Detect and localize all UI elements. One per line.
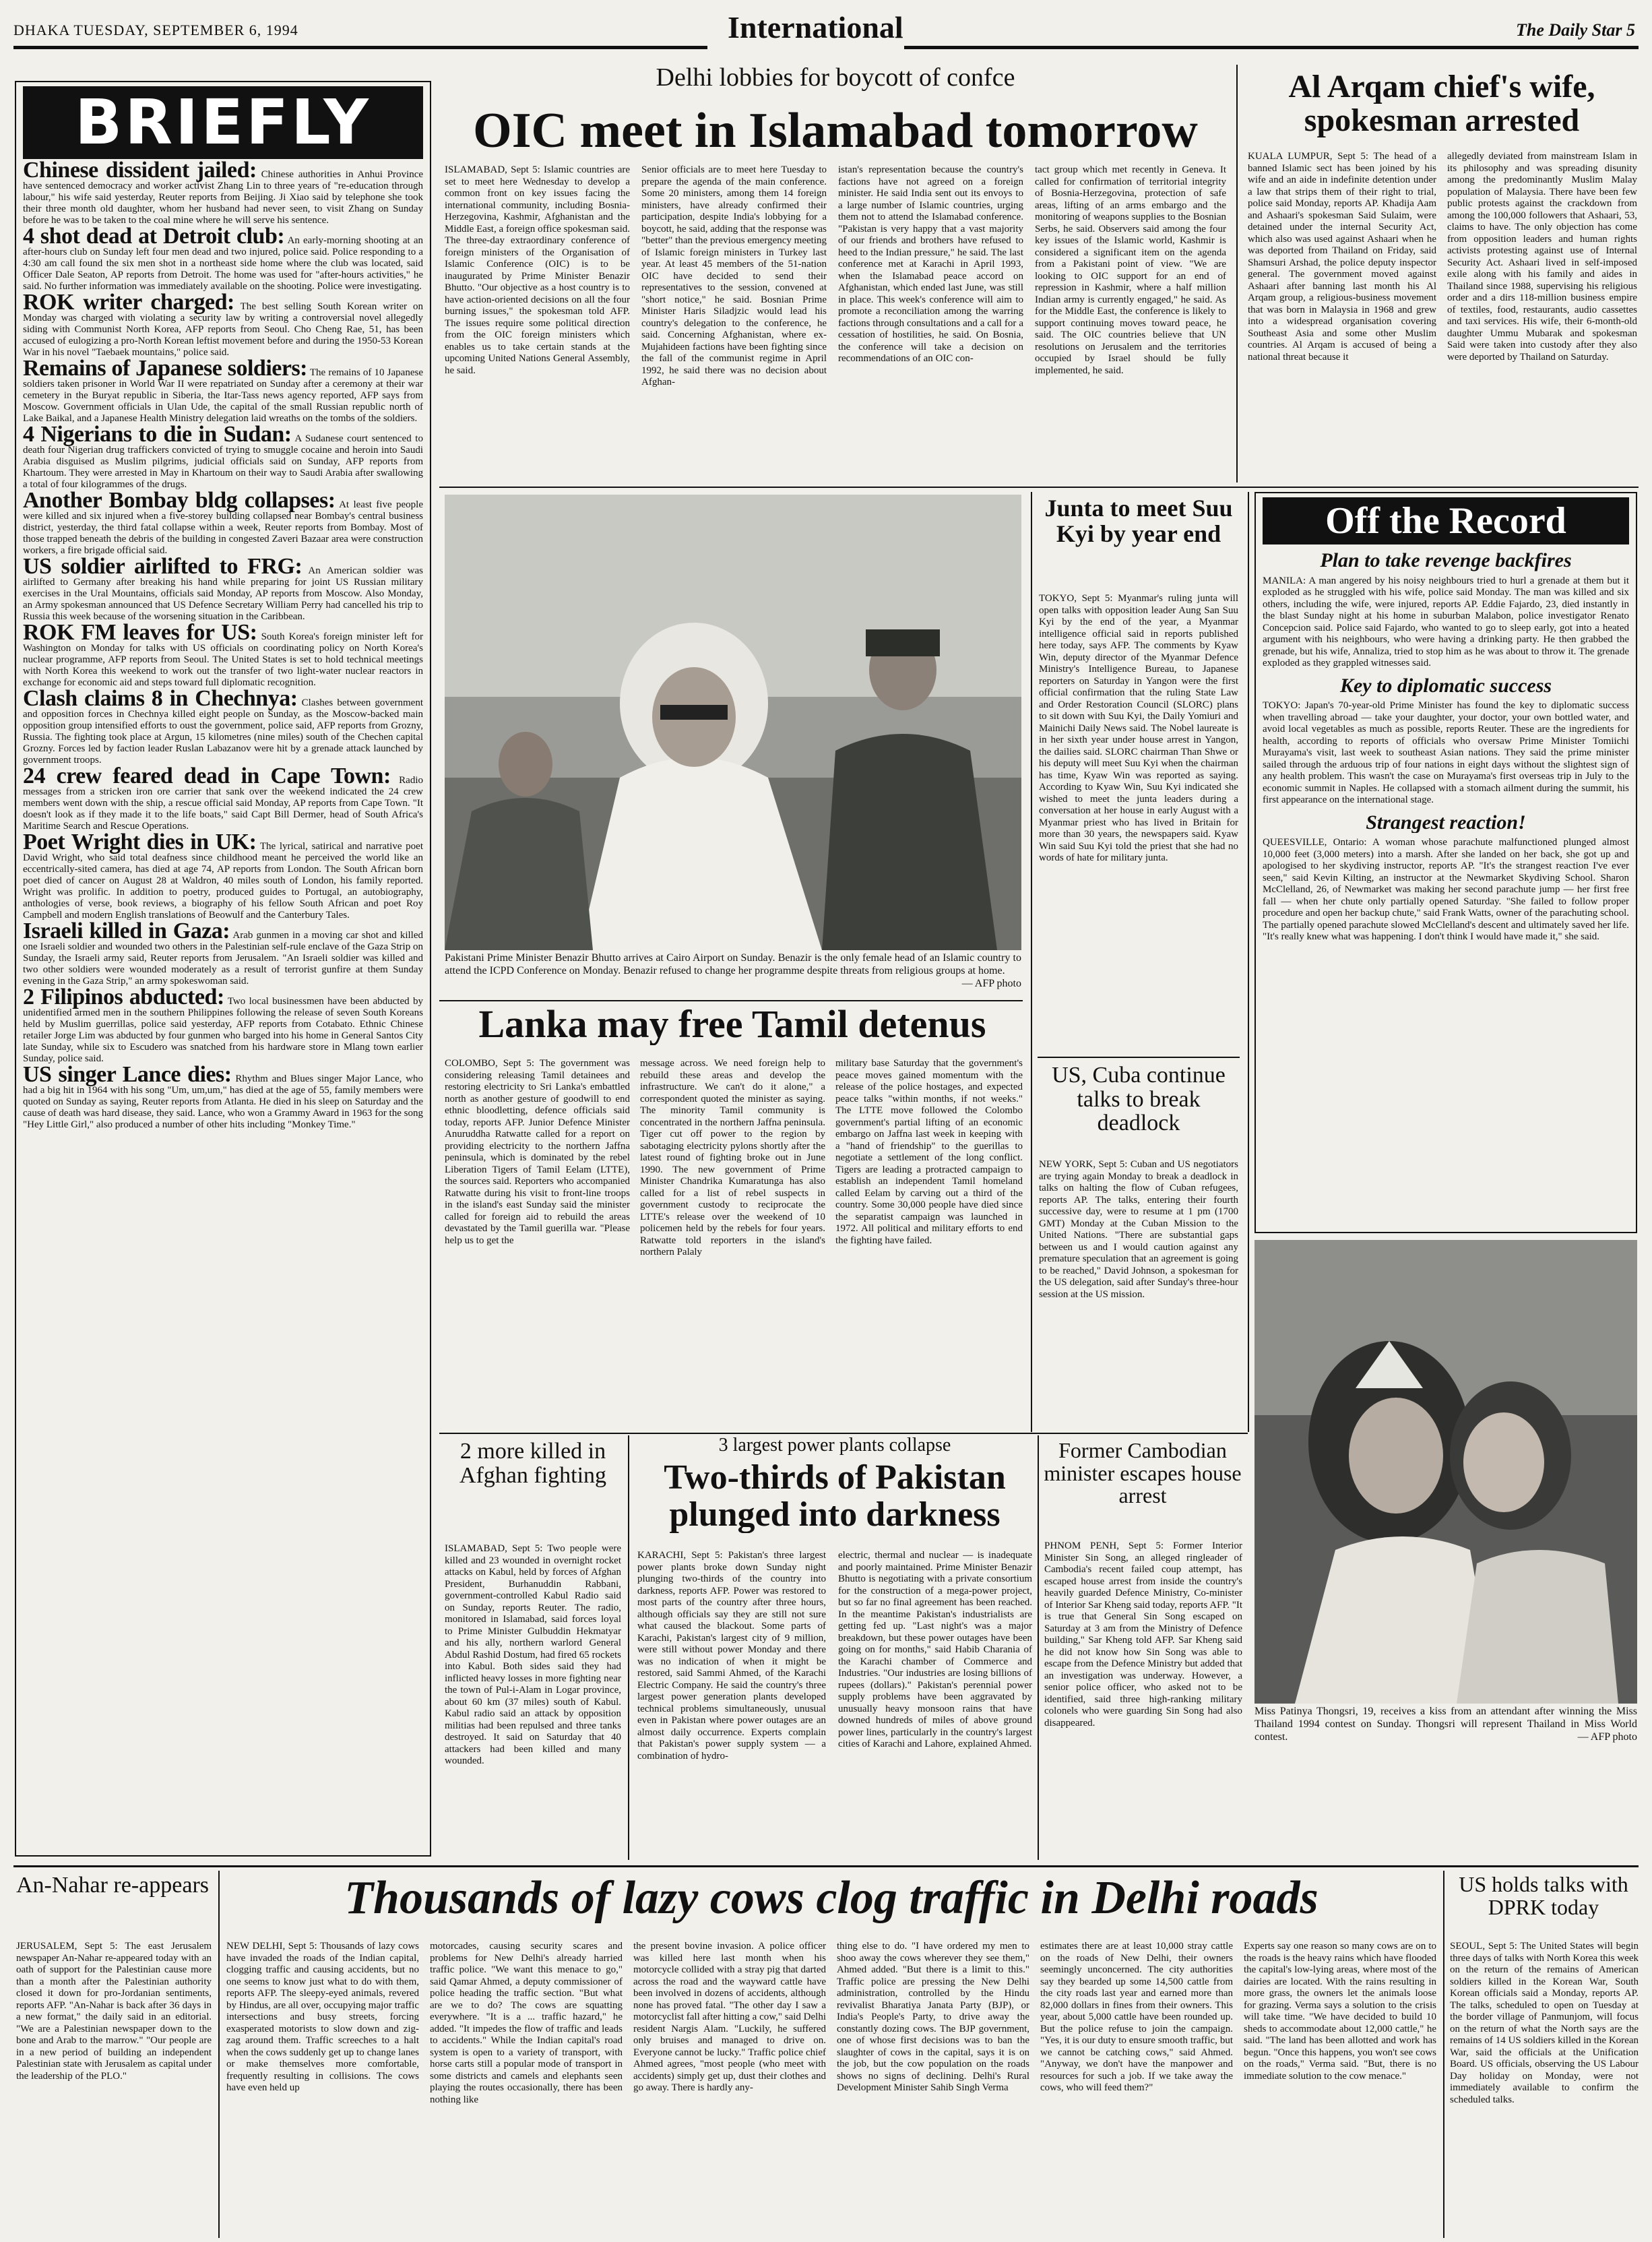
- off-record-s2-head: Key to diplomatic success: [1339, 675, 1552, 696]
- brief-text: A Sudanese court sentenced to death four Nigerian drug traffickers convicted of trying to smuggle cocaine and heroin into Saudi Arabia disguised as Muslim pilgrims, judicial officials said on Sunday, AFP reports from Khartoum. They were arrested in May in Khartoum on their way to Saudi Arabia after swallowing a total of four kilogrammes of the drugs.: [23, 433, 423, 490]
- oic-headline: OIC meet in Islamabad tomorrow: [473, 105, 1198, 158]
- pakpower-headline: Two-thirds of Pakistan plunged into darkness: [664, 1460, 1006, 1534]
- brief-item: [23, 830, 424, 921]
- brief-item: [23, 1062, 424, 1131]
- brief-item: [23, 686, 424, 766]
- brief-text: An American soldier was airlifted to Germany after breaking his hand while preparing for joint US Russian military exercises in the Ural Mountains, officials said Monday, AP reports from Moscow. Also Monday, an Army spokesman announced that US Defence Secretary William Perry had cancelled his trip to Russia this week because of the worsening situation in the Caribbean.: [23, 565, 423, 622]
- brief-headline: Poet Wright dies in UK:: [23, 830, 257, 854]
- junta-headline: Junta to meet Suu Kyi by year end: [1044, 496, 1233, 547]
- dateline: DHAKA TUESDAY, SEPTEMBER 6, 1994: [13, 22, 298, 38]
- miss-thailand-photo-image: [1254, 1240, 1637, 1704]
- brief-headline: US soldier airlifted to FRG:: [23, 554, 303, 579]
- brief-item: [23, 290, 424, 359]
- cows-col-1: NEW DELHI, Sept 5: Thousands of lazy cows have invaded the roads of the Indian capital, clogging traffic and causing accidents, but no one seems to know just what to do with them, reports AFP. The sleepy-eyed animals, revered by Hindus, are all over, occupying major traffic intersections and busy streets, forcing exasperated motorists to slow down and zig-zag around them. Traffic screeches to a halt when the cows suddenly get up to change lanes or make themselves more comfortable, frequently resulting in collisions. The cows have even held up: [226, 1941, 419, 2093]
- brief-item: [23, 422, 423, 491]
- pakpower-kicker: 3 largest power plants collapse: [718, 1435, 951, 1456]
- oic-col-2: Senior officials are to meet here Tuesday to prepare the agenda of the main conference. Some 20 ministers, among them 14 foreign ministers, have already confirmed their participation, despite India's lobbying for a boycott, he said, adding that the response was "better" than the previous emergency meeting of Islamic foreign ministers in Turkey last year. At least 45 members of the 51-nation OIC have decided to send their representatives to the session, convened at "short notice," he said. Bosnian Prime Minister Haris Siladjzic would lead his country's delegation to the conference, he said. Concerning Afghanistan, where ex-Mujahideen factions have been fighting since the fall of the communist regime in April 1992, he said there was no decision about Afghan-: [641, 164, 827, 387]
- arqam-col-2: allegedly deviated from mainstream Islam in its philosophy and was spreading disunity among the predominantly Muslim Malay population of Malaysia. There have been few public protests against the crackdown from among the 100,000 followers that Ashaari, 53, claims to have. The only objection has come from opposition leaders and human rights activists protesting against use of Internal Security Act. Ashaari lived in self-imposed exile along with his family and aides in Thailand since 1988, supervising his religious order and a dirs 118-million business empire of textiles, food, restaurants, audio cassettes and taxi services. His wife, their 6-month-old daughter Ummu Mubarak and spokesman Said were taken into custody after they also were deported by Thailand on Saturday.: [1447, 151, 1637, 363]
- brief-text: The remains of 10 Japanese soldiers taken prisoner in World War II were repatriated on Sunday after a ceremony at their war cemetery in the Buryat republic in Siberia, the Itar-Tass news agency reported, AFP says from Moscow. Government officials in Ulan Ude, the capital of the small Russian republic north of Lake Baikal, and a Japanese Health Ministry delegation laid wreaths on the tombs of the soldiers.: [23, 367, 423, 424]
- cows-col-5: estimates there are at least 10,000 stray cattle on the roads of New Delhi, their owners seemingly unconcerned. The city authorities say they bearded up some 14,500 cattle from the city roads last year and earned more than 82,000 dollars in fines from their owners. This year, about 5,000 cattle have been rounded up. But the police refuse to join the campaign. "Yes, it is our duty to ensure smooth traffic, but we cannot be catching cows," said Ahmed. "Anyway, we don't have the manpower and resources for such a job. If we take away the cows, who will feed them?": [1040, 1941, 1233, 2093]
- benazir-photo: [445, 495, 1021, 950]
- brief-headline: US singer Lance dies:: [23, 1062, 232, 1087]
- paper-name: The Daily Star 5: [1516, 20, 1635, 40]
- cows-col-4: thing else to do. "I have ordered my men to shoo away the cows wherever they see them," Ahmed added. "But there is a limit to this." Traffic police are pressing the New Delhi administration, controlled by the Hindu revivalist Bharatiya Janata Party (BJP), or India's People's Party, to drive away the constantly dozing cows. The BJP government, one of whose first decisions was to ban the slaughter of cows in the capital, says it is on the job, but the cow population on the roads shows no signs of declining. Delhi's Rural Development Minister Sahib Singh Verma: [837, 1941, 1029, 2093]
- annahar-headline: An-Nahar re-appears: [16, 1873, 209, 1898]
- brief-text: Chinese authorities in Anhui Province have sentenced democracy and worker activist Zhang Lin to three years of "re-education through labour," his wife said yesterday, Reuter reports from Beijing. Ji Xiao said by telephone she took their three month old daughter, whom her husband had never seen, to visit Zhang on Sunday before he was to be taken to the coal mine where he will serve his sentence.: [23, 169, 424, 226]
- brief-headline: Another Bombay bldg collapses:: [23, 488, 336, 513]
- cows-col-2: motorcades, causing security scares and problems for New Delhi's already harried traffic police. "We want this menace to go," said Qamar Ahmed, a deputy commissioner of police heading the traffic section. "But what are we to do? The cows are squatting everywhere. "It is a ... traffic hazard," he added. "It impedes the flow of traffic and leads to accidents." While the Indian capital's road system is open to a variety of transport, with horse carts still a popular mode of transport in some districts and camels and elephants seen playing the routes occasionally, there has been nothing like: [430, 1941, 623, 2105]
- afghan-headline: 2 more killed in Afghan fighting: [459, 1439, 607, 1488]
- brief-item: [23, 764, 423, 832]
- afghan-body: ISLAMABAD, Sept 5: Two people were killed and 23 wounded in overnight rocket attacks on Kabul, held by forces of Afghan President, Burhanuddin Rabbani, government-controlled Kabul Radio said on Sunday, reports Reuter. The radio, monitored in Islamabad, said forces loyal to Prime Minister Gulbuddin Hekmatyar and his ally, northern warlord General Abdul Rashid Dostum, had fired 65 rockets into Kabul. Both sides said they had inflicted heavy losses in more fighting near the town of Pul-i-Alam in Logar province, about 60 km (37 miles) south of Kabul. Kabul radio said an attack by opposition militias had been repulsed and three tanks destroyed. It said on Saturday that 40 attackers had been killed and many wounded.: [445, 1543, 621, 1766]
- uscuba-body: NEW YORK, Sept 5: Cuban and US negotiators are trying again Monday to break a deadlock in talks on halting the flow of Cuban refugees, reports AP. The talks, entering their fourth successive day, were to resume at 1 pm (1700 GMT) Monday at the Cuban Mission to the United Nations. "There are substantial gaps between us and I would caution against any premature speculation that an agreement is going to be reached," David Johnson, a spokesman for the US delegation, said after Sunday's three-hour session at the US mission.: [1039, 1159, 1238, 1300]
- miss-thailand-credit: — AFP photo: [1577, 1731, 1637, 1743]
- junta-body: TOKYO, Sept 5: Myanmar's ruling junta will open talks with opposition leader Aung San Suu Kyi by the end of the year, a Myanmar intelligence official said in reports published here today, says AFP. The comments by Kyaw Win, deputy director of the Myanmar Defence Ministry's Intelligence Bureau, to Japanese reporters on Saturday in Yangon were the first official confirmation that the ruling State Law and Order Restoration Council (SLORC) plans to sit down with Suu Kyi, the Daily Yomiuri and Mainichi Daily News said. The Nobel laureate is in her sixth year under house arrest in Yangon, the dailies said. SLORC chairman Than Shwe or his deputy will meet Suu Kyi when the chairman has time, Kyaw Win was reported as saying. According to Kyaw Win, Suu Kyi indicated she wished to meet the junta leaders during a conversation at her house in early August with a Myanmar priest who has lived in Britain for more than 30 years, the newspapers said. Kyaw Win said Suu Kyi told the priest that she had no words of hate for military junta.: [1039, 593, 1238, 863]
- pakpower-col-2: electric, thermal and nuclear — is inadequate and poorly maintained. Prime Minister Benazir Bhutto is negotiating with a private consortium for the construction of a mega-power project, but so far no final agreement has been reached. In the meantime Pakistan's industrialists are getting fed up. "Last night's was a major breakdown, but these power outages have been going on for months," said Habib Charania of the Karachi chamber of Commerce and Industries. "Our industries are losing billions of rupees (dollars)." Pakistan's perennial power supply problems have been aggravated by unusually heavy monsoon rains that have downed hundreds of miles of above ground power lines, particularly in the country's largest cities of Karachi and Lahore, explained Ahmed.: [838, 1550, 1032, 1749]
- benazir-caption: Pakistani Prime Minister Benazir Bhutto arrives at Cairo Airport on Sunday. Benazir is the only female head of an Islamic country to attend the ICPD Conference on Monday. Benazir refused to change her programme despite threats from religious groups at home. — AFP photo: [445, 952, 1021, 989]
- off-record-s3-text: QUEESVILLE, Ontario: A woman whose parachute malfunctioned plunged almost 10,000 feet (3,000 meters) into a marsh. After she landed on her back, she got up and apologised to her skydiving instructor, reports AP. "It's the strangest reaction I've ever seen," said Kevin Kilting, an instructor at the Newmarket Skydiving School. Sharon McClelland, 26, of Newmarket was making her second parachute jump — her first free fall — when her chute only partially opened Saturday. "She failed to follow proper procedure and open her backup chute," said Frank Watts, owner of the parachuting school. The partially opened parachute slowed McClelland's descent and ultimately saved her life. "It's really knew what was happening. I don't think I would have made it," she said.: [1263, 837, 1629, 942]
- cows-headline: Thousands of lazy cows clog traffic in Delhi roads: [344, 1873, 1319, 1923]
- brief-text: Arab gunmen in a moving car shot and killed one Israeli soldier and wounded two others in the Palestinian self-rule enclave of the Gaza Strip on Sunday, the Israeli army said, Reuter reports from Jerusalem. "An Israeli soldier was killed and two other soldiers were wounded moderately as a result of terrorist gunfire at them Sunday evening in the Gaza Strip," an army spokeswoman said.: [23, 930, 423, 987]
- brief-item: [23, 356, 423, 425]
- brief-headline: Israeli killed in Gaza:: [23, 918, 230, 943]
- oic-kicker: Delhi lobbies for boycott of confce: [656, 65, 1015, 92]
- briefly-logo: BRIEFLY: [23, 86, 423, 159]
- brief-item: [23, 224, 423, 292]
- benazir-photo-credit: — AFP photo: [961, 978, 1021, 989]
- brief-item: [23, 918, 423, 987]
- oic-col-4: tact group which met recently in Geneva. It called for confirmation of territorial integrity of Bosnia-Herzegovina, protection of safe areas, lifting of an arms embargo and the monitoring of weapons supplies to the Bosnian Serbs, he said. Observers said among the four key issues of the Islamic world, Kashmir is considered a significant item on the agenda from a Pakistani point of view. "We are looking to OIC support for an end of repression in Kashmir, where a half million Indian army is currently engaged," he said. As for the Middle East, the conference is likely to support continuing moves toward peace, he said. The OIC countries believe that UN resolutions on Jerusalem and the territories occupied by Israel should be fully implemented, he said.: [1035, 164, 1226, 376]
- annahar-body: JERUSALEM, Sept 5: The east Jerusalem newspaper An-Nahar re-appeared today with an oath of support for the Palestinian cause more than a month after the Palestinian authority closed it down for pro-Jordanian sentiments, reports AFP. "An-Nahar is back after 36 days in a new format," the daily said in an editorial. "We are a Palestinian newspaper down to the bone and Arab to the marrow." "Our people are in a new period of building an independent Palestinian state with Jerusalem as capital under the leadership of the PLO.": [16, 1941, 212, 2082]
- brief-text: Radio messages from a stricken iron ore carrier that sank over the weekend indicated the 24 crew members went down with the ship, a rescue official said Monday, AP reports from Cape Town. "It doesn't look as if they made it to the life boats," said Capt Bill Dermer, head of South Africa's Maritime Search and Rescue Operations.: [23, 775, 423, 832]
- off-record-box: [1254, 492, 1637, 1233]
- miss-thailand-photo: [1254, 1240, 1637, 1704]
- brief-item: [23, 488, 423, 557]
- lanka-headline: Lanka may free Tamil detenus: [478, 1004, 986, 1045]
- arqam-col-1: KUALA LUMPUR, Sept 5: The head of a banned Islamic sect has been joined by his wife and an aide in indefinite detention under a law that strips them of their right to trial, police said Monday, reports AP. Khadija Aam and Ashaari's spokesman Said Sulaim, were detained under the internal Security Act, which also was used against Ashaari when he was deported from Thailand on Friday, said Shamsuri Arshad, the police deputy inspector general. The government moved against Ashaari after banning last month his Al Arqam group, a religious-business movement that was born in Malaysia in 1968 and grew into a widespread organisation covering Southeast Asia and some other Muslim countries. Al Arqam is accused of being a national threat because it: [1248, 151, 1436, 363]
- lanka-col-2: message across. We need foreign help to rebuild these areas and develop the infrastructure. We can't do it alone," a correspondent quoted the minister as saying. The minority Tamil community is concentrated in the northern Jaffna peninsula. Tiger cut off power to the region by sabotaging electricity pylons shortly after the latest round of fighting broke out in June 1990. The new government of Prime Minister Chandrika Kumaratunga has also called for a list of rebel suspects in government custody to reciprocate the LTTE's release over the weekend of 10 policemen held by the rebels for four years. Ratwatte told reporters in the island's northern Palaly: [640, 1058, 825, 1257]
- oic-body: [445, 164, 1226, 481]
- brief-headline: Chinese dissident jailed:: [23, 158, 257, 183]
- brief-text: At least five people were killed and six injured when a five-storey building collapsed near Bombay's central business district, yesterday, the third fatal collapse within a week, Reuter reports from Bombay. Most of those trapped beneath the debris of the building in congested Zaveri Bazaar area were construction workers, a fire brigade official said.: [23, 499, 423, 556]
- cows-col-6: Experts say one reason so many cows are on to the roads is the heavy rains which have flooded the capital's low-lying areas, where most of the dairies are located. With the rains resulting in more grass, the owners let the animals loose for grazing. Verma says a solution to the crisis will take time. "We have decided to build 10 sheds to accommodate about 12,000 cattle," he said. "The land has been allotted and work has begun. "Once this happens, you won't see cows on the roads," Verma said. "But, there is no immediate solution to the cow menace.": [1244, 1941, 1436, 2082]
- dprk-headline: US holds talks with DPRK today: [1459, 1873, 1628, 1919]
- uscuba-headline: US, Cuba continue talks to break deadlock: [1052, 1063, 1226, 1136]
- cows-body: [226, 1941, 1436, 2237]
- brief-headline: 4 Nigerians to die in Sudan:: [23, 422, 292, 447]
- brief-item: [23, 158, 424, 226]
- brief-text: An early-morning shooting at an after-hours club on Sunday left four men dead and two injured, police said. Police responding to a 4:30 am call found the six men shot in a northeast side home where the club was located, said Officer Dale Seaton, AP reports from Detroit. The home was used for "after-hours activities," he said. No further information was immediately available on the shooting. Police were investigating.: [23, 235, 423, 292]
- briefly-column: [15, 81, 431, 1857]
- off-record-s2-text: TOKYO: Japan's 70-year-old Prime Minister has found the key to diplomatic success when travelling abroad — take your daughter, your doctor, your own bottled water, and avoid local vegetables as much as possible, reports Reuter. These are the ingredients for health, according to reports of officials who oversaw Prime Minister Tomiichi Murayama's visit, last week to southeast Asian nations. They said the prime minister sailed through the arduous trip of four nations in eight days without the slightest sign of any health problem. This wasn't the case on Murayama's first overseas trip in July to the economic summit in Naples. He collapsed with a stomach ailment during the summit, his first appearance on the international stage.: [1263, 700, 1629, 805]
- off-record-s1-head: Plan to take revenge backfires: [1320, 550, 1572, 571]
- oic-col-3: istan's representation because the country's factions have not agreed on a foreign minister. He said India sent out its envoys to a large number of Islamic countries, urging them not to attend the Islamabad conference. "Pakistan is very happy that a vast majority of our friends and brothers have refused to heed to the Indian pressure," he said. The last conference met at Karachi in April 1993, when the Islamabad peace accord on Afghanistan, which ended last June, was still in place. This week's conference will aim to promote a reconciliation among the warring factions through consultations and a call for a cessation of hostilities, he said. On Bosnia, the conference will take a decision on recommendations of an OIC con-: [838, 164, 1023, 364]
- miss-thailand-caption: Miss Patinya Thongsri, 19, receives a kiss from an attendant after winning the Miss Thailand 1994 contest on Sunday. Thongsri will represent Thailand in Miss World contest. — AFP photo: [1254, 1706, 1637, 1743]
- brief-headline: Clash claims 8 in Chechnya:: [23, 686, 298, 711]
- benazir-photo-image: [445, 495, 1021, 950]
- brief-text: The best selling South Korean writer on Monday was charged with violating a security law by writing a controversial novel allegedly siding with Communist North Korea, AFP reports from Seoul. Cho Cheng Rae, 51, has been accused of eulogizing a pro-North Korean leftist movement before and during the 1950-53 Korean War in his novel "Taebaek mountains," police said.: [23, 301, 424, 358]
- masthead: [13, 9, 1639, 51]
- cambodia-headline: Former Cambodian minister escapes house arrest: [1044, 1439, 1242, 1507]
- off-record-s3-head: Strangest reaction!: [1366, 811, 1526, 833]
- brief-text: Two local businessmen have been abducted by unidentified armed men in the southern Philippines following the release of seven South Koreans held by Muslim guerrillas, police said yesterday, AFP reports from Cotabato. Ethnic Chinese retailer Jorge Lim was abducted by four gunmen who barged into his home in General Santos City late Sunday, while six to Escudero was snatched from his hardware store in Mlang town earlier Sunday, police said.: [23, 996, 423, 1064]
- off-record-title: Off the Record: [1263, 497, 1629, 544]
- brief-item: [23, 985, 423, 1065]
- brief-item: [23, 620, 424, 689]
- brief-headline: 2 Filipinos abducted:: [23, 985, 224, 1009]
- dprk-body: SEOUL, Sept 5: The United States will begin three days of talks with North Korea this week on the return of the remains of American soldiers killed in the Korean War, South Korean officials said a Monday, reports AP. The talks, scheduled to open on Tuesday at the border village of Panmunjom, will focus on the return of what the North says are the remains of 14 US soldiers killed in the Korean War, said the officials at the Unification Board. US officials, observing the US Labour Day holiday on Monday, were not immediately available to confirm the scheduled talks.: [1450, 1941, 1639, 2105]
- brief-item: [23, 554, 423, 623]
- brief-headline: 4 shot dead at Detroit club:: [23, 224, 285, 249]
- arqam-headline: Al Arqam chief's wife, spokesman arrested: [1288, 70, 1595, 138]
- brief-text: The lyrical, satirical and narrative poet David Wright, who said total deafness since childhood meant he perceived the world like an eccentrically-sited camera, has died at age 74, AP reports from London. The South African born poet died of cancer on August 28 at Waldron, 40 miles south of London, his family reported. Wright was prolific. In addition to poetry, produced guides to Portugal, an autobiography, anthologies of verse, book reviews, a biography of his fellow South African and poet Roy Campbell and modern English translations of Beowulf and the Canterbury Tales.: [23, 841, 424, 921]
- brief-text: Rhythm and Blues singer Major Lance, who had a big hit in 1964 with his song "Um, um,um," has died at the age of 55, family members were quoted on Sunday as saying, Reuter reports from Atlanta. He died in his sleep on Saturday and the cause of death was hard disease, they said. Lance, who won a Grammy Award in 1963 for the song "Hey Little Girl," also produced a number of other hits including "Monkey Time.": [23, 1073, 424, 1130]
- briefly-items: [23, 158, 424, 1131]
- brief-headline: ROK writer charged:: [23, 290, 234, 315]
- brief-headline: Remains of Japanese soldiers:: [23, 356, 308, 381]
- oic-col-1: ISLAMABAD, Sept 5: Islamic countries are set to meet here Wednesday to develop a common front on key issues facing the international community, including Bosnia-Herzegovina, Kashmir, Afghanistan and the Middle East, a foreign office spokesman said. The three-day extraordinary conference of foreign ministers of the Organisation of Islamic Conference (OIC) is to be inaugurated by Prime Minister Benazir Bhutto. "Our objective as a host country is to have action-oriented decisions on all the four burning issues," the spokesman told AFP. The issues require some political direction from the OIC foreign ministers which enables us to take certain stands at the upcoming United Nations General Assembly, he said.: [445, 164, 630, 376]
- brief-text: South Korea's foreign minister left for Washington on Monday for talks with US officials on coordinating policy on North Korea's nuclear programme, AFP reports from Seoul. The United States is set to hold technical meetings with North Korea this weekend to work out the transfer of two light-water nuclear reactors in exchange for economic aid and steps toward full diplomatic recognition.: [23, 631, 424, 688]
- lanka-col-1: COLOMBO, Sept 5: The government was considering releasing Tamil detainees and restoring electricity to Sri Lanka's embattled north as another gesture of goodwill to end ethnic bloodletting, defence officials said today, reports AFP. Junior Defence Minister Anuruddha Ratwatte called for a report on providing electricity to the northern Jaffna peninsula, which is dominated by the rebel Liberation Tigers of Tamil Eelam (LTTE), the sources said. Reporters who accompanied Ratwatte during his visit to front-line troops in the island's east Sunday said the minister called for foreign aid to rebuild the areas devastated by the Tamil guerilla war. "Please help us to get the: [445, 1058, 630, 1246]
- brief-headline: 24 crew feared dead in Cape Town:: [23, 764, 391, 788]
- pakpower-col-1: KARACHI, Sept 5: Pakistan's three largest power plants broke down Sunday night plunging two-thirds of the country into darkness, reports AFP. Power was restored to most parts of the country after three hours, although officials say they are still not sure what caused the blackout. Some parts of Karachi, Pakistan's largest city of 9 million, were still without power Monday and there was no indication of when it might be restored, said Sammi Ahmed, of the Karachi Electric Company. He said the country's three largest power generation plants developed technical problems simultaneously, unusual even in Pakistan where power outages are an almost daily occurrence. Experts complain that Pakistan's power supply system — a combination of hydro-: [637, 1550, 826, 1762]
- section-title: International: [728, 10, 903, 44]
- cambodia-body: PHNOM PENH, Sept 5: Former Interior Minister Sin Song, an alleged ringleader of Cambodia's recent failed coup attempt, has escaped house arrest from inside the country's heavily guarded Defence Ministry, Co-minister of Interior Sar Kheng said today, reports AFP. "It is true that General Sin Song escaped on Saturday at 3 am from the Ministry of Defence building," Sar Kheng told AFP. Sar Kheng said he did not know how Sin Song was able to escape from the Defence Ministry but added that an investigation was underway. However, a senior police officer, who asked not to be identified, said three high-ranking military colonels who were guarding Sin Song had also disappeared.: [1044, 1540, 1242, 1729]
- off-record-s1-text: MANILA: A man angered by his noisy neighbours tried to hurl a grenade at them but it exploded as he struggled with his wife, police said Monday. The man was killed and six others, including the wife, were injured, reports AP. Eddie Fajardo, 23, died instantly in the blast Sunday night at his home in suburban Malabon, police investigator Renato Concepcion said. Police said Fajardo, who wanted to go to sleep early, got into a heated argument with his neighbours, who were having a drinking party. He then grabbed the grenade, but his wife, Annaliza, tried to stop him as he was about to throw it. The grenade exploded as they grappled witnesses said.: [1263, 575, 1629, 668]
- lanka-col-3: military base Saturday that the government's peace moves gained momentum with the release of the police hostages, and expected peace talks "within months, if not weeks." The LTTE move followed the Colombo government's partial lifting of an economic embargo on Jaffna last week in keeping with a "hand of friendship" to the guerillas to negotiate a settlement of the long conflict. Tigers are leading a protracted campaign to establish an independent Tamil homeland called Eelam by carving out a third of the country. Some 30,000 people have died since the separatist campaign was launched in 1972. All political and military efforts to end the fighting have failed.: [835, 1058, 1023, 1246]
- brief-text: Clashes between government and opposition forces in Chechnya killed eight people on Sunday, as the Moscow-backed main opposition group intensified efforts to oust the government, police said, AFP reports from Grozny, Russia. The fighting took place at Argun, 15 kilometres (nine miles) south of the Chechen capital Grozny. Forces led by faction leader Ruslan Labazanov were hit by a grenade attack launched by government troops.: [23, 697, 424, 766]
- brief-headline: ROK FM leaves for US:: [23, 620, 257, 645]
- cows-col-3: the present bovine invasion. A police officer was killed here last month when his motorcycle collided with a stray pig that darted across the road and the wayward cattle have been involved in dozens of accidents, although none has proved fatal. "The other day I saw a motorcyclist fall after hitting a cow," said Delhi resident Nargis Alam. "Luckily, he suffered only bruises and managed to drive on. Everyone cannot be lucky." Traffic police chief Ahmed agrees, "most people (who meet with accidents) simply get up, dust their clothes and go away. There is hardly any-: [633, 1941, 826, 2093]
